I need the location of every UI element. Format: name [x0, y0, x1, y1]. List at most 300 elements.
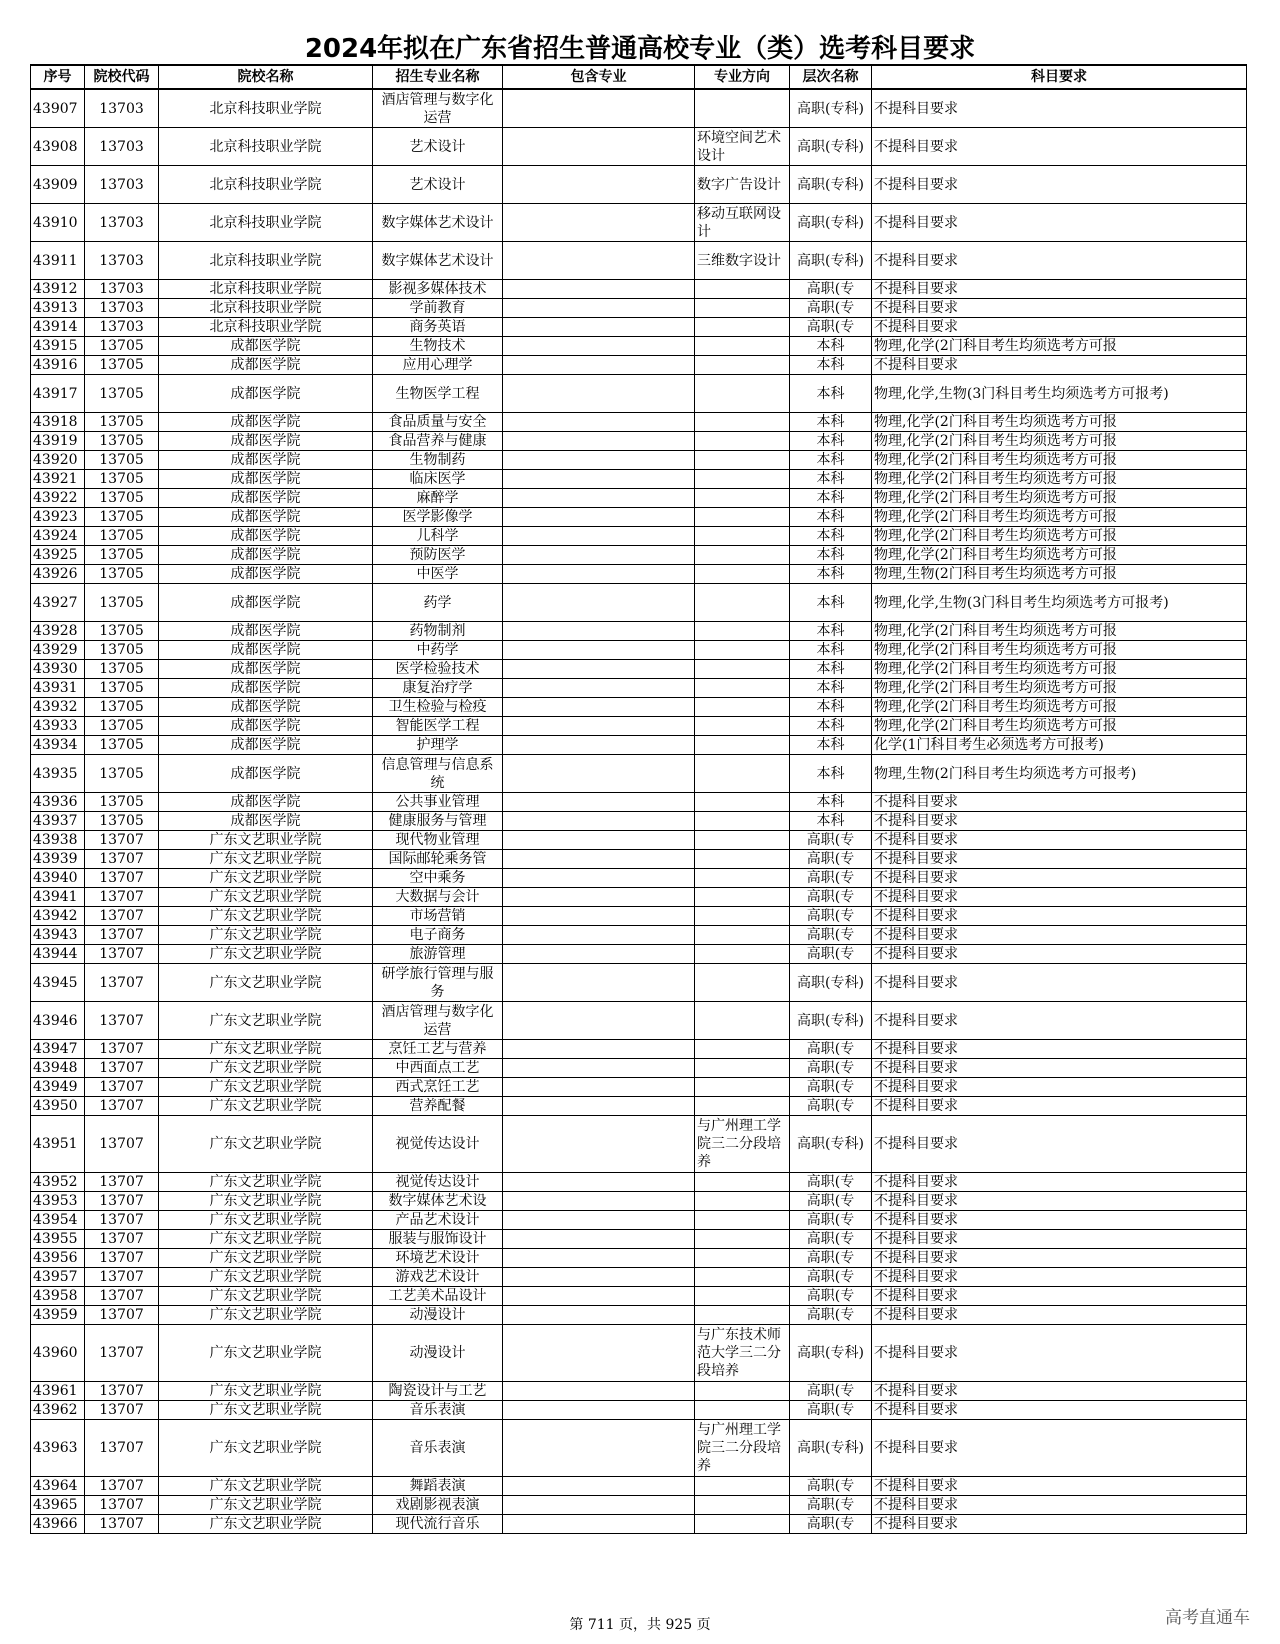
subject-cell: 不提科目要求 [872, 831, 1247, 850]
school-cell: 广东文艺职业学院 [159, 1477, 373, 1496]
code-cell: 13705 [85, 375, 159, 413]
table-row [31, 1192, 1247, 1211]
subject-cell: 不提科目要求 [872, 1078, 1247, 1097]
subject-cell: 物理,化学(2门科目考生均须选考方可报 [872, 432, 1247, 451]
level-cell: 高职(专科) [790, 204, 872, 242]
subject-cell: 不提科目要求 [872, 1059, 1247, 1078]
major-cell: 音乐表演 [373, 1420, 503, 1477]
table-row [31, 1002, 1247, 1040]
seq-cell: 43919 [31, 432, 85, 451]
included-cell [503, 1515, 695, 1534]
code-cell: 13707 [85, 1249, 159, 1268]
included-cell [503, 489, 695, 508]
school-cell: 广东文艺职业学院 [159, 1325, 373, 1382]
direction-cell [695, 1249, 790, 1268]
direction-cell [695, 1287, 790, 1306]
seq-cell: 43922 [31, 489, 85, 508]
school-cell: 成都医学院 [159, 755, 373, 793]
subject-cell: 不提科目要求 [872, 318, 1247, 337]
subject-cell: 不提科目要求 [872, 1420, 1247, 1477]
code-cell: 13707 [85, 1287, 159, 1306]
included-cell [503, 508, 695, 527]
major-cell: 应用心理学 [373, 356, 503, 375]
seq-cell: 43966 [31, 1515, 85, 1534]
seq-cell: 43943 [31, 926, 85, 945]
major-cell: 市场营销 [373, 907, 503, 926]
seq-cell: 43916 [31, 356, 85, 375]
major-cell: 预防医学 [373, 546, 503, 565]
major-cell: 艺术设计 [373, 128, 503, 166]
code-cell: 13705 [85, 470, 159, 489]
school-cell: 广东文艺职业学院 [159, 1078, 373, 1097]
code-cell: 13707 [85, 888, 159, 907]
code-cell: 13707 [85, 1192, 159, 1211]
school-cell: 广东文艺职业学院 [159, 1002, 373, 1040]
subject-cell: 不提科目要求 [872, 1268, 1247, 1287]
direction-cell [695, 451, 790, 470]
level-cell: 高职(专 [790, 1249, 872, 1268]
seq-cell: 43921 [31, 470, 85, 489]
school-cell: 广东文艺职业学院 [159, 1116, 373, 1173]
code-cell: 13705 [85, 337, 159, 356]
column-header: 包含专业 [503, 65, 695, 89]
included-cell [503, 1040, 695, 1059]
table-row [31, 546, 1247, 565]
subject-cell: 不提科目要求 [872, 242, 1247, 280]
level-cell: 本科 [790, 622, 872, 641]
seq-cell: 43955 [31, 1230, 85, 1249]
major-cell: 智能医学工程 [373, 717, 503, 736]
subject-cell: 不提科目要求 [872, 1002, 1247, 1040]
seq-cell: 43945 [31, 964, 85, 1002]
code-cell: 13705 [85, 755, 159, 793]
subject-cell: 不提科目要求 [872, 812, 1247, 831]
code-cell: 13707 [85, 1116, 159, 1173]
direction-cell: 数字广告设计 [695, 166, 790, 204]
school-cell: 广东文艺职业学院 [159, 1097, 373, 1116]
included-cell [503, 1268, 695, 1287]
table-row [31, 755, 1247, 793]
table-row [31, 337, 1247, 356]
level-cell: 本科 [790, 413, 872, 432]
code-cell: 13705 [85, 698, 159, 717]
seq-cell: 43908 [31, 128, 85, 166]
table-row [31, 565, 1247, 584]
school-cell: 广东文艺职业学院 [159, 1287, 373, 1306]
direction-cell [695, 1382, 790, 1401]
direction-cell [695, 546, 790, 565]
code-cell: 13703 [85, 242, 159, 280]
included-cell [503, 850, 695, 869]
school-cell: 成都医学院 [159, 660, 373, 679]
table-row [31, 660, 1247, 679]
included-cell [503, 299, 695, 318]
subject-cell: 不提科目要求 [872, 1192, 1247, 1211]
seq-cell: 43915 [31, 337, 85, 356]
included-cell [503, 1401, 695, 1420]
seq-cell: 43911 [31, 242, 85, 280]
seq-cell: 43909 [31, 166, 85, 204]
seq-cell: 43947 [31, 1040, 85, 1059]
seq-cell: 43954 [31, 1211, 85, 1230]
subject-cell: 不提科目要求 [872, 1306, 1247, 1325]
included-cell [503, 1173, 695, 1192]
level-cell: 高职(专 [790, 831, 872, 850]
subject-cell: 不提科目要求 [872, 888, 1247, 907]
included-cell [503, 375, 695, 413]
included-cell [503, 926, 695, 945]
code-cell: 13707 [85, 1002, 159, 1040]
level-cell: 高职(专 [790, 1401, 872, 1420]
school-cell: 广东文艺职业学院 [159, 1192, 373, 1211]
school-cell: 广东文艺职业学院 [159, 888, 373, 907]
subject-cell: 不提科目要求 [872, 1230, 1247, 1249]
seq-cell: 43952 [31, 1173, 85, 1192]
seq-cell: 43956 [31, 1249, 85, 1268]
direction-cell [695, 660, 790, 679]
school-cell: 成都医学院 [159, 508, 373, 527]
level-cell: 高职(专 [790, 907, 872, 926]
major-cell: 数字媒体艺术设计 [373, 242, 503, 280]
code-cell: 13707 [85, 1325, 159, 1382]
code-cell: 13705 [85, 793, 159, 812]
direction-cell [695, 413, 790, 432]
school-cell: 成都医学院 [159, 565, 373, 584]
seq-cell: 43949 [31, 1078, 85, 1097]
direction-cell [695, 584, 790, 622]
table-row [31, 1040, 1247, 1059]
direction-cell [695, 1477, 790, 1496]
level-cell: 本科 [790, 755, 872, 793]
subject-cell: 物理,化学(2门科目考生均须选考方可报 [872, 622, 1247, 641]
direction-cell [695, 318, 790, 337]
major-cell: 商务英语 [373, 318, 503, 337]
subject-cell: 物理,化学(2门科目考生均须选考方可报 [872, 641, 1247, 660]
school-cell: 成都医学院 [159, 679, 373, 698]
major-cell: 旅游管理 [373, 945, 503, 964]
seq-cell: 43950 [31, 1097, 85, 1116]
seq-cell: 43926 [31, 565, 85, 584]
school-cell: 北京科技职业学院 [159, 242, 373, 280]
table-body [31, 89, 1247, 1534]
major-cell: 艺术设计 [373, 166, 503, 204]
level-cell: 高职(专科) [790, 1325, 872, 1382]
table-row [31, 1268, 1247, 1287]
direction-cell [695, 850, 790, 869]
seq-cell: 43941 [31, 888, 85, 907]
subject-cell: 不提科目要求 [872, 1249, 1247, 1268]
level-cell: 高职(专 [790, 888, 872, 907]
table-row [31, 1059, 1247, 1078]
major-cell: 西式烹饪工艺 [373, 1078, 503, 1097]
direction-cell [695, 432, 790, 451]
level-cell: 本科 [790, 565, 872, 584]
seq-cell: 43960 [31, 1325, 85, 1382]
level-cell: 高职(专 [790, 1040, 872, 1059]
seq-cell: 43946 [31, 1002, 85, 1040]
direction-cell [695, 888, 790, 907]
included-cell [503, 1496, 695, 1515]
subject-cell: 不提科目要求 [872, 1173, 1247, 1192]
direction-cell [695, 470, 790, 489]
subject-cell: 物理,化学(2门科目考生均须选考方可报 [872, 337, 1247, 356]
subject-cell: 物理,化学(2门科目考生均须选考方可报 [872, 527, 1247, 546]
included-cell [503, 128, 695, 166]
subject-cell: 不提科目要求 [872, 1097, 1247, 1116]
column-header: 院校名称 [159, 65, 373, 89]
subject-cell: 物理,生物(2门科目考生均须选考方可报考) [872, 755, 1247, 793]
school-cell: 成都医学院 [159, 698, 373, 717]
major-cell: 药物制剂 [373, 622, 503, 641]
level-cell: 高职(专 [790, 1268, 872, 1287]
table-row [31, 679, 1247, 698]
included-cell [503, 432, 695, 451]
table-row [31, 128, 1247, 166]
code-cell: 13707 [85, 1496, 159, 1515]
table-row [31, 1249, 1247, 1268]
subject-cell: 不提科目要求 [872, 356, 1247, 375]
direction-cell [695, 1097, 790, 1116]
level-cell: 高职(专 [790, 1059, 872, 1078]
direction-cell [695, 964, 790, 1002]
table-row [31, 907, 1247, 926]
table-row [31, 1420, 1247, 1477]
level-cell: 本科 [790, 356, 872, 375]
level-cell: 高职(专科) [790, 89, 872, 128]
code-cell: 13705 [85, 508, 159, 527]
school-cell: 成都医学院 [159, 375, 373, 413]
major-cell: 卫生检验与检疫 [373, 698, 503, 717]
school-cell: 成都医学院 [159, 470, 373, 489]
table-row [31, 1325, 1247, 1382]
code-cell: 13707 [85, 1401, 159, 1420]
level-cell: 本科 [790, 337, 872, 356]
level-cell: 本科 [790, 432, 872, 451]
direction-cell [695, 1306, 790, 1325]
level-cell: 高职(专 [790, 1287, 872, 1306]
seq-cell: 43936 [31, 793, 85, 812]
code-cell: 13707 [85, 1382, 159, 1401]
included-cell [503, 1382, 695, 1401]
subject-cell: 不提科目要求 [872, 926, 1247, 945]
seq-cell: 43953 [31, 1192, 85, 1211]
direction-cell [695, 945, 790, 964]
code-cell: 13707 [85, 907, 159, 926]
subject-cell: 不提科目要求 [872, 869, 1247, 888]
table-row [31, 850, 1247, 869]
seq-cell: 43914 [31, 318, 85, 337]
subject-cell: 不提科目要求 [872, 1325, 1247, 1382]
level-cell: 高职(专 [790, 1192, 872, 1211]
direction-cell [695, 736, 790, 755]
level-cell: 本科 [790, 717, 872, 736]
level-cell: 本科 [790, 736, 872, 755]
major-cell: 大数据与会计 [373, 888, 503, 907]
level-cell: 高职(专 [790, 1515, 872, 1534]
level-cell: 本科 [790, 584, 872, 622]
code-cell: 13707 [85, 1306, 159, 1325]
seq-cell: 43939 [31, 850, 85, 869]
subject-cell: 物理,化学(2门科目考生均须选考方可报 [872, 717, 1247, 736]
major-cell: 健康服务与管理 [373, 812, 503, 831]
subject-cell: 物理,化学(2门科目考生均须选考方可报 [872, 413, 1247, 432]
direction-cell [695, 717, 790, 736]
code-cell: 13705 [85, 812, 159, 831]
table-row [31, 1477, 1247, 1496]
table-row [31, 527, 1247, 546]
level-cell: 高职(专 [790, 1496, 872, 1515]
included-cell [503, 318, 695, 337]
code-cell: 13703 [85, 89, 159, 128]
school-cell: 广东文艺职业学院 [159, 850, 373, 869]
table-row [31, 318, 1247, 337]
table-row [31, 204, 1247, 242]
direction-cell [695, 679, 790, 698]
major-cell: 生物医学工程 [373, 375, 503, 413]
table-row [31, 280, 1247, 299]
table-row [31, 1230, 1247, 1249]
direction-cell [695, 1515, 790, 1534]
subject-cell: 物理,化学(2门科目考生均须选考方可报 [872, 698, 1247, 717]
subject-cell: 不提科目要求 [872, 1040, 1247, 1059]
table-row [31, 166, 1247, 204]
direction-cell [695, 1059, 790, 1078]
code-cell: 13705 [85, 641, 159, 660]
school-cell: 成都医学院 [159, 356, 373, 375]
direction-cell [695, 812, 790, 831]
code-cell: 13707 [85, 869, 159, 888]
direction-cell [695, 698, 790, 717]
subject-cell: 不提科目要求 [872, 1382, 1247, 1401]
seq-cell: 43930 [31, 660, 85, 679]
table-row [31, 793, 1247, 812]
direction-cell [695, 1496, 790, 1515]
page-title: 2024年拟在广东省招生普通高校专业（类）选考科目要求 [304, 34, 976, 64]
seq-cell: 43927 [31, 584, 85, 622]
included-cell [503, 356, 695, 375]
major-cell: 服装与服饰设计 [373, 1230, 503, 1249]
column-header: 招生专业名称 [373, 65, 503, 89]
included-cell [503, 1192, 695, 1211]
seq-cell: 43958 [31, 1287, 85, 1306]
direction-cell [695, 793, 790, 812]
subject-cell: 不提科目要求 [872, 945, 1247, 964]
school-cell: 广东文艺职业学院 [159, 1420, 373, 1477]
level-cell: 高职(专 [790, 299, 872, 318]
school-cell: 北京科技职业学院 [159, 204, 373, 242]
included-cell [503, 470, 695, 489]
code-cell: 13707 [85, 831, 159, 850]
major-cell: 信息管理与信息系统 [373, 755, 503, 793]
seq-cell: 43940 [31, 869, 85, 888]
seq-cell: 43964 [31, 1477, 85, 1496]
level-cell: 高职(专科) [790, 242, 872, 280]
major-cell: 烹饪工艺与营养 [373, 1040, 503, 1059]
seq-cell: 43931 [31, 679, 85, 698]
table-row [31, 470, 1247, 489]
school-cell: 成都医学院 [159, 432, 373, 451]
table-row [31, 1401, 1247, 1420]
included-cell [503, 1059, 695, 1078]
major-cell: 康复治疗学 [373, 679, 503, 698]
direction-cell [695, 831, 790, 850]
included-cell [503, 584, 695, 622]
table-row [31, 831, 1247, 850]
code-cell: 13707 [85, 1230, 159, 1249]
major-cell: 中药学 [373, 641, 503, 660]
major-cell: 动漫设计 [373, 1325, 503, 1382]
major-cell: 食品营养与健康 [373, 432, 503, 451]
included-cell [503, 869, 695, 888]
seq-cell: 43933 [31, 717, 85, 736]
included-cell [503, 1477, 695, 1496]
direction-cell [695, 622, 790, 641]
level-cell: 本科 [790, 546, 872, 565]
table-row [31, 641, 1247, 660]
code-cell: 13707 [85, 1059, 159, 1078]
code-cell: 13705 [85, 679, 159, 698]
school-cell: 广东文艺职业学院 [159, 1268, 373, 1287]
table-row [31, 508, 1247, 527]
major-cell: 动漫设计 [373, 1306, 503, 1325]
included-cell [503, 888, 695, 907]
included-cell [503, 413, 695, 432]
code-cell: 13707 [85, 1040, 159, 1059]
level-cell: 高职(专 [790, 318, 872, 337]
subject-cell: 不提科目要求 [872, 907, 1247, 926]
included-cell [503, 565, 695, 584]
school-cell: 成都医学院 [159, 527, 373, 546]
included-cell [503, 337, 695, 356]
level-cell: 高职(专科) [790, 1002, 872, 1040]
code-cell: 13707 [85, 1268, 159, 1287]
included-cell [503, 660, 695, 679]
major-cell: 生物制药 [373, 451, 503, 470]
included-cell [503, 1116, 695, 1173]
code-cell: 13707 [85, 926, 159, 945]
seq-cell: 43929 [31, 641, 85, 660]
table-row [31, 413, 1247, 432]
school-cell: 北京科技职业学院 [159, 166, 373, 204]
code-cell: 13707 [85, 1078, 159, 1097]
school-cell: 成都医学院 [159, 413, 373, 432]
table-row [31, 1382, 1247, 1401]
school-cell: 广东文艺职业学院 [159, 1059, 373, 1078]
table-row [31, 888, 1247, 907]
seq-cell: 43923 [31, 508, 85, 527]
code-cell: 13707 [85, 1515, 159, 1534]
direction-cell [695, 907, 790, 926]
included-cell [503, 1002, 695, 1040]
school-cell: 广东文艺职业学院 [159, 945, 373, 964]
major-cell: 酒店管理与数字化运营 [373, 1002, 503, 1040]
major-cell: 学前教育 [373, 299, 503, 318]
seq-cell: 43938 [31, 831, 85, 850]
direction-cell [695, 641, 790, 660]
table-row [31, 1287, 1247, 1306]
direction-cell [695, 926, 790, 945]
direction-cell [695, 1078, 790, 1097]
subject-cell: 物理,化学(2门科目考生均须选考方可报 [872, 470, 1247, 489]
direction-cell [695, 755, 790, 793]
direction-cell [695, 1230, 790, 1249]
table-row [31, 89, 1247, 128]
code-cell: 13707 [85, 1420, 159, 1477]
code-cell: 13707 [85, 945, 159, 964]
included-cell [503, 1078, 695, 1097]
subject-cell: 不提科目要求 [872, 166, 1247, 204]
school-cell: 成都医学院 [159, 793, 373, 812]
